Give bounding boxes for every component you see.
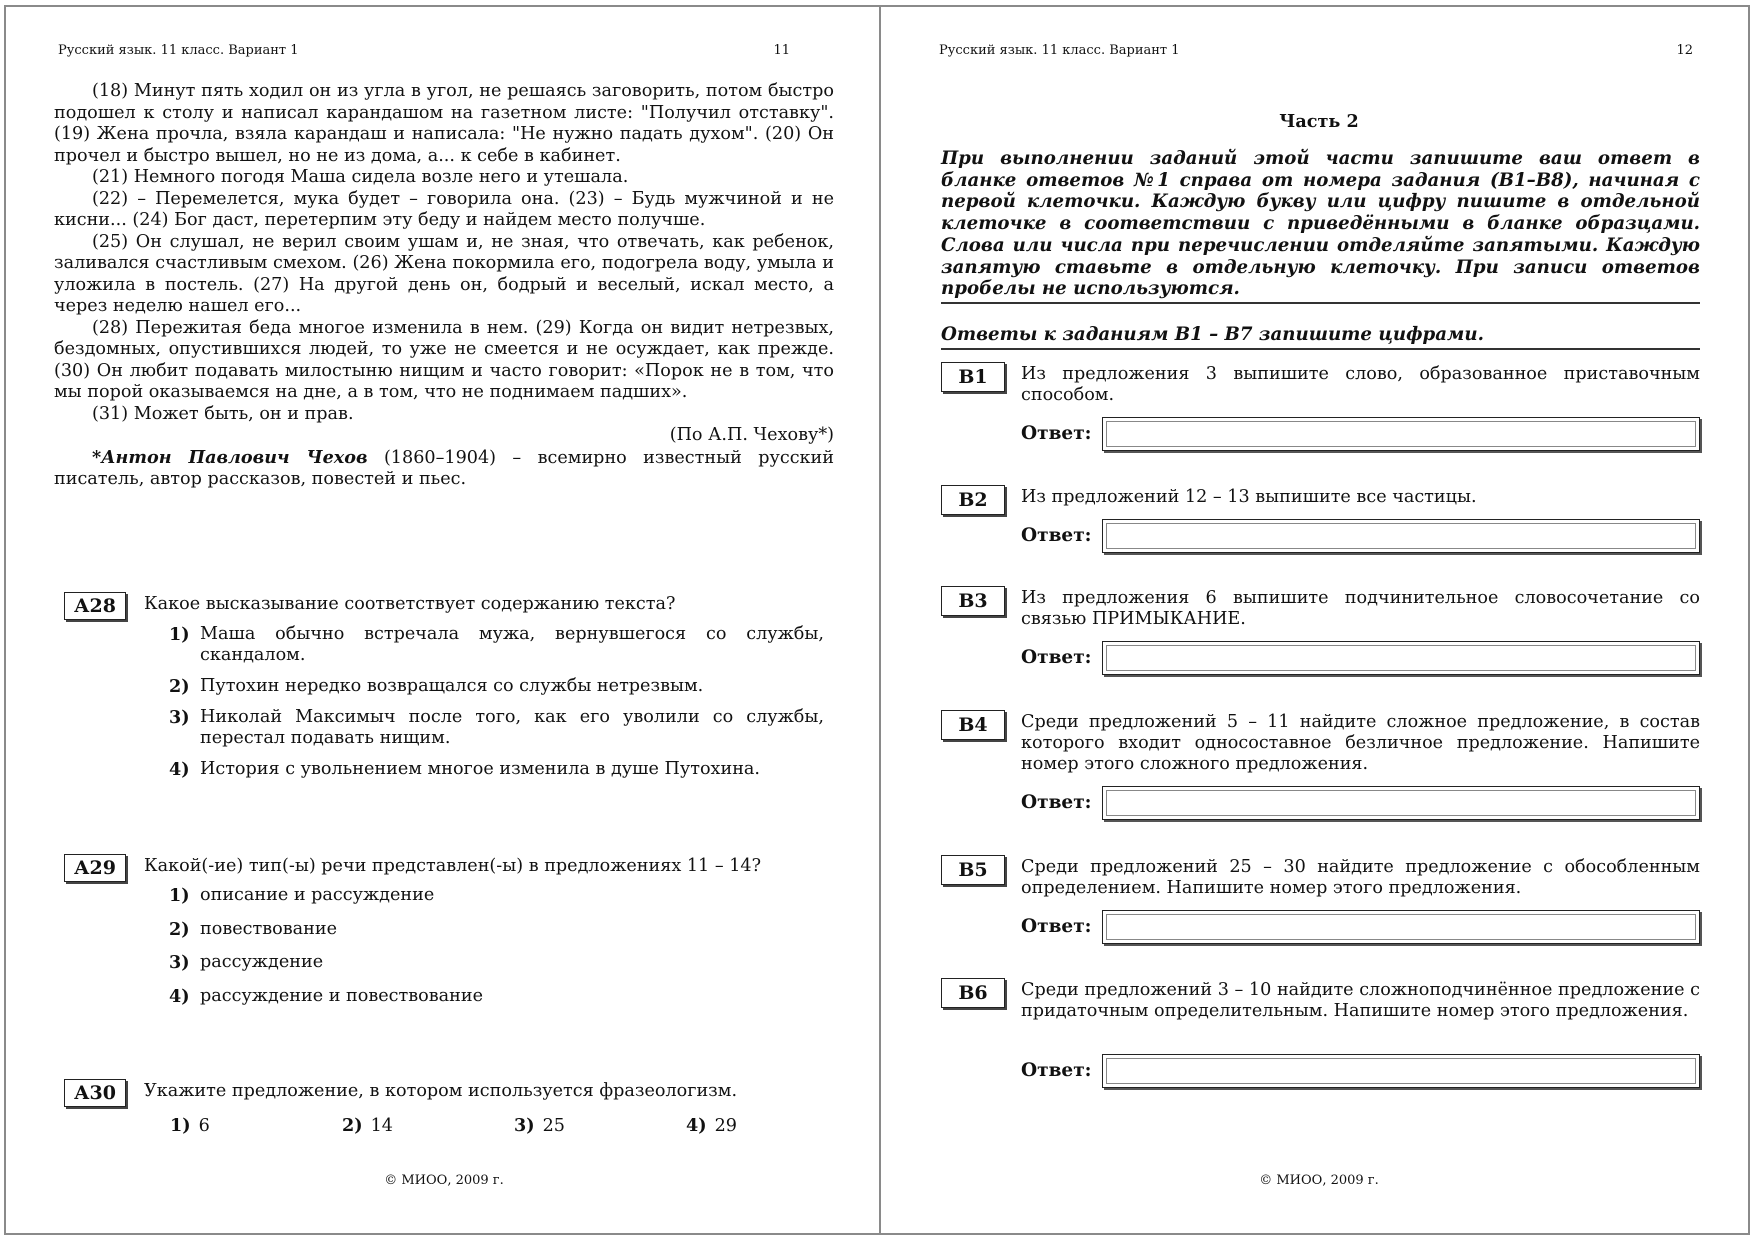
paragraph: (22) – Перемелется, мука будет – говорила она. (23) – Будь мужчиной и не кисни... (24) Бог даст, перетерпим эту беду и найдем место получше. — [54, 188, 834, 230]
task-a28 — [64, 592, 834, 792]
footnote-text: (1860–1904) – всемирно известный русский писатель, автор рассказов, повестей и пьес. — [54, 447, 835, 489]
author-footnote — [54, 447, 834, 491]
answer-option[interactable]: 4) рассуждение и повествование — [169, 985, 483, 1007]
answer-option[interactable]: 1) описание и рассуждение — [169, 885, 435, 906]
answer-label: Ответ: — [1021, 525, 1092, 546]
answer-option[interactable]: 3) рассуждение — [169, 952, 324, 973]
answer-row — [1021, 910, 1700, 944]
paragraph: (18) Минут пять ходил он из угла в угол, не решаясь заговорить, потом быстро подошел к столу и написал карандашом на газетном листе: "Получил отставку". (19) Жена прочла, взяла карандаш и написала: "Не нужно падать духом". (20) Он прочел и быстро вышел, но не из дома, а... к себе в кабинет. — [54, 81, 834, 166]
text-source: (По А.П. Чехову*) — [669, 425, 834, 445]
task-question: Среди предложений 5 – 11 найдите сложное предложение, в состав которого входит односоставное безличное предложение. Напишите номер этого сложного предложения. — [1021, 712, 1700, 774]
task-label: А28 — [64, 592, 126, 620]
task-label: В4 — [941, 710, 1005, 740]
task-label: В2 — [941, 485, 1005, 515]
task-label: А30 — [64, 1079, 126, 1107]
answer-row — [1021, 519, 1700, 553]
paragraph: (25) Он слушал, не верил своим ушам и, не зная, что отвечать, как ребенок, заливался счастливым смехом. (26) Жена покормила его, подогрела воду, умыла и уложила в постель. (27) На другой день он, бодрый и веселый, искал место, а через неделю нашел его... — [54, 231, 834, 316]
task-label: А29 — [64, 854, 126, 882]
answer-option[interactable]: 4) 29 — [686, 1115, 737, 1136]
header-title: Русский язык. 11 класс. Вариант 1 — [58, 43, 299, 58]
reading-text — [54, 81, 834, 491]
answer-field[interactable] — [1102, 786, 1700, 820]
answer-options — [169, 624, 824, 780]
answer-field[interactable] — [1102, 519, 1700, 553]
document-spread — [4, 5, 1750, 1235]
paragraph: (31) Может быть, он и прав. — [92, 403, 354, 424]
page-number: 11 — [773, 43, 790, 58]
page-footer: © МИОО, 2009 г. — [1259, 1173, 1379, 1188]
answer-row — [1021, 417, 1700, 451]
answer-label: Ответ: — [1021, 792, 1092, 813]
answer-option[interactable]: 2) повествование — [169, 918, 337, 940]
task-question: Из предложений 12 – 13 выпишите все частицы. — [1021, 487, 1477, 507]
task-label: В5 — [941, 855, 1005, 885]
task-question: Из предложения 3 выпишите слово, образованное приставочным способом. — [1021, 364, 1700, 405]
paragraph: (21) Немного погодя Маша сидела возле него и утешала. — [92, 167, 629, 187]
page-divider — [879, 7, 881, 1233]
task-b3 — [941, 586, 1700, 682]
paragraph: (28) Пережитая беда многое изменила в нем. (29) Когда он видит нетрезвых, бездомных, опустившихся людей, то уже не смеется и не осуждает, как прежде. (30) Он любит подавать милостыню нищим и часто говорит: «Порок не в том, что мы порой оказываемся на дне, а в том, что не поднимаем падших». — [54, 317, 834, 402]
answer-options — [170, 1115, 858, 1137]
header-title: Русский язык. 11 класс. Вариант 1 — [939, 43, 1180, 58]
page-header — [58, 43, 830, 58]
task-question: Укажите предложение, в котором используется фразеологизм. — [144, 1081, 738, 1101]
answer-label: Ответ: — [1021, 916, 1092, 937]
task-label: В1 — [941, 362, 1005, 392]
answer-label: Ответ: — [1021, 647, 1092, 668]
task-question: Какое высказывание соответствует содержанию текста? — [144, 594, 676, 614]
page-footer: © МИОО, 2009 г. — [384, 1173, 504, 1188]
divider-line — [941, 302, 1700, 304]
answer-label: Ответ: — [1021, 423, 1092, 444]
task-b6 — [941, 978, 1700, 1096]
task-a30 — [64, 1079, 834, 1149]
answer-field[interactable] — [1102, 417, 1700, 451]
answer-option[interactable]: 3) 25 — [514, 1115, 565, 1136]
answer-label: Ответ: — [1021, 1060, 1092, 1081]
task-question: Среди предложений 25 – 30 найдите предложение с обособленным определением. Напишите номер этого предложения. — [1021, 857, 1700, 898]
task-question: Какой(-ие) тип(-ы) речи представлен(-ы) в предложениях 11 – 14? — [144, 856, 762, 876]
answer-option[interactable]: 1) Маша обычно встречала мужа, вернувшегося со службы, скандалом. — [169, 624, 824, 665]
part-title: Часть 2 — [1279, 111, 1359, 132]
task-a29 — [64, 854, 834, 1014]
answer-options — [169, 885, 824, 1007]
task-b5 — [941, 855, 1700, 951]
left-page — [54, 7, 834, 1233]
page-header — [939, 43, 1699, 58]
task-label: В3 — [941, 586, 1005, 616]
answer-option[interactable]: 1) 6 — [170, 1115, 210, 1136]
task-question: Из предложения 6 выпишите подчинительное словосочетание со связью ПРИМЫКАНИЕ. — [1021, 588, 1700, 629]
answer-field[interactable] — [1102, 910, 1700, 944]
task-label: В6 — [941, 978, 1005, 1008]
part-instructions: При выполнении заданий этой части запишите ваш ответ в бланке ответов №1 справа от номера задания (В1–В8), начиная с первой клеточки. Каждую букву или цифру пишите в отдельной клеточке в соответствии с приведёнными в бланке образцами. Слова или числа при перечислении отделяйте запятыми. Каждую запятую ставьте в отдельную клеточку. При записи ответов пробелы не используются. — [941, 148, 1700, 300]
answer-row — [1021, 1054, 1700, 1088]
right-page — [935, 7, 1703, 1233]
answer-option[interactable]: 2) Путохин нередко возвращался со службы нетрезвым. — [169, 676, 704, 697]
section-subheading: Ответы к заданиям В1 – В7 запишите цифрами. — [941, 324, 1484, 345]
footnote-name: *Антон Павлович Чехов — [92, 446, 368, 468]
task-question: Среди предложений 3 – 10 найдите сложноподчинённое предложение с придаточным определительным. Напишите номер этого предложения. — [1021, 980, 1700, 1021]
answer-field[interactable] — [1102, 641, 1700, 675]
answer-row — [1021, 786, 1700, 820]
task-b1 — [941, 362, 1700, 458]
answer-option[interactable]: 4) История с увольнением многое изменила в душе Путохина. — [169, 759, 761, 780]
answer-option[interactable]: 2) 14 — [342, 1115, 393, 1136]
divider-line — [941, 348, 1700, 350]
task-b4 — [941, 710, 1700, 828]
answer-option[interactable]: 3) Николай Максимыч после того, как его уволили со службы, перестал подавать нищим. — [169, 707, 824, 748]
page-number: 12 — [1676, 43, 1693, 58]
answer-row — [1021, 641, 1700, 675]
answer-field[interactable] — [1102, 1054, 1700, 1088]
task-b2 — [941, 485, 1700, 561]
